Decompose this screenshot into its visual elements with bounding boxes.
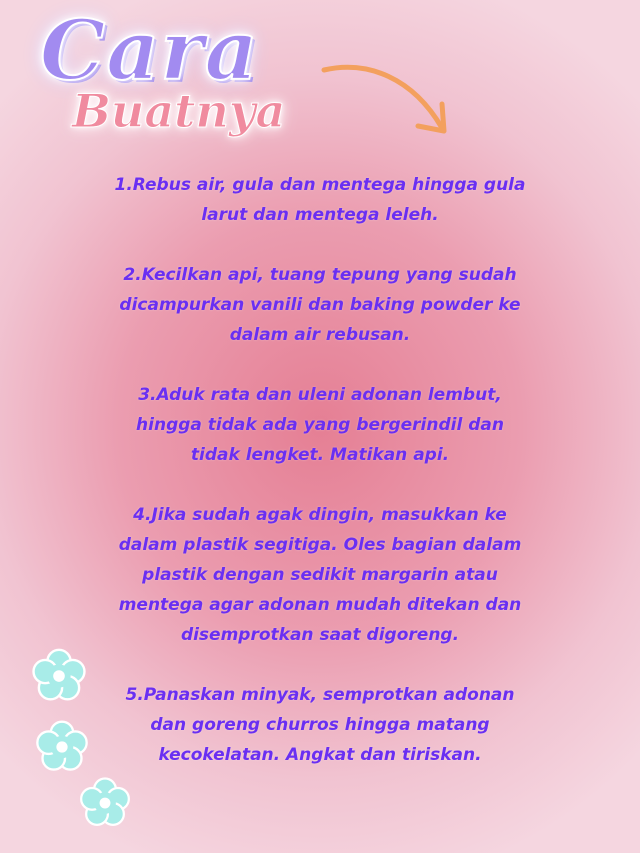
steps-list	[110, 170, 530, 800]
step-1: 1.Rebus air, gula dan mentega hingga gula larut dan mentega leleh.	[114, 175, 526, 225]
title-main: Cara	[40, 3, 259, 99]
step-5: 5.Panaskan minyak, semprotkan adonan dan goreng churros hingga matang kecokelatan. Angkat dan tiriskan.	[125, 685, 515, 765]
step-4: 4.Jika sudah agak dingin, masukkan ke dalam plastik segitiga. Oles bagian dalam plastik dengan sedikit margarin atau mentega agar adonan mudah ditekan dan disemprotkan saat digoreng.	[118, 505, 522, 645]
curved-arrow-icon	[318, 58, 458, 144]
step-3: 3.Aduk rata dan uleni adonan lembut, hingga tidak ada yang bergerindil dan tidak lengket. Matikan api.	[136, 385, 504, 465]
title-sub: Buatnya	[72, 84, 286, 138]
flower-icon	[28, 645, 90, 707]
flower-icon	[76, 774, 134, 832]
step-2: 2.Kecilkan api, tuang tepung yang sudah dicampurkan vanili dan baking powder ke dalam air rebusan.	[119, 265, 521, 345]
flower-icon	[32, 717, 92, 777]
